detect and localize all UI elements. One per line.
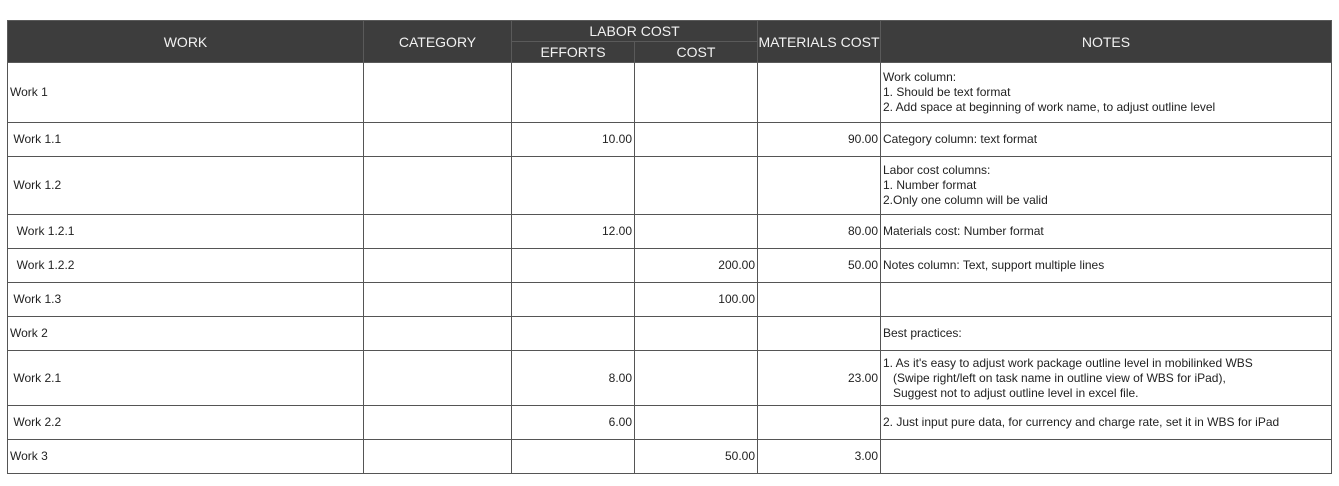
efforts-cell[interactable]: 10.00 (512, 123, 635, 157)
notes-cell[interactable]: Notes column: Text, support multiple lines (881, 249, 1332, 283)
category-cell[interactable] (364, 157, 512, 215)
category-cell[interactable] (364, 123, 512, 157)
table-row (8, 215, 1332, 249)
work-cell[interactable]: Work 1.2.2 (8, 249, 364, 283)
table-row (8, 317, 1332, 351)
table-row (8, 63, 1332, 123)
notes-cell[interactable]: 2. Just input pure data, for currency and charge rate, set it in WBS for iPad (881, 406, 1332, 440)
table-row (8, 123, 1332, 157)
category-cell[interactable] (364, 440, 512, 474)
category-cell[interactable] (364, 351, 512, 406)
table-row (8, 406, 1332, 440)
table-row (8, 283, 1332, 317)
cost-cell[interactable] (635, 63, 758, 123)
work-cell[interactable]: Work 1 (8, 63, 364, 123)
work-table (7, 20, 1332, 474)
category-cell[interactable] (364, 249, 512, 283)
notes-cell[interactable]: Category column: text format (881, 123, 1332, 157)
notes-cell[interactable]: Work column: 1. Should be text format 2. Add space at beginning of work name, to adjust outline level (881, 63, 1332, 123)
efforts-cell[interactable] (512, 440, 635, 474)
materials-cost-cell[interactable]: 90.00 (758, 123, 881, 157)
work-cell[interactable]: Work 3 (8, 440, 364, 474)
table-row (8, 249, 1332, 283)
table-row (8, 440, 1332, 474)
materials-cost-cell[interactable]: 23.00 (758, 351, 881, 406)
materials-cost-cell[interactable] (758, 283, 881, 317)
efforts-cell[interactable] (512, 63, 635, 123)
efforts-cell[interactable]: 12.00 (512, 215, 635, 249)
efforts-cell[interactable]: 6.00 (512, 406, 635, 440)
header-notes[interactable]: NOTES (881, 21, 1332, 63)
materials-cost-cell[interactable]: 3.00 (758, 440, 881, 474)
work-cell[interactable]: Work 1.3 (8, 283, 364, 317)
work-cell[interactable]: Work 2 (8, 317, 364, 351)
efforts-cell[interactable] (512, 317, 635, 351)
materials-cost-cell[interactable] (758, 157, 881, 215)
table-row (8, 157, 1332, 215)
header-efforts[interactable]: EFFORTS (512, 42, 635, 63)
header-materials-cost[interactable]: MATERIALS COST (758, 21, 881, 63)
category-cell[interactable] (364, 215, 512, 249)
header-cost[interactable]: COST (635, 42, 758, 63)
header-category[interactable]: CATEGORY (364, 21, 512, 63)
efforts-cell[interactable] (512, 249, 635, 283)
work-cell[interactable]: Work 1.1 (8, 123, 364, 157)
cost-cell[interactable]: 100.00 (635, 283, 758, 317)
cost-cell[interactable] (635, 215, 758, 249)
notes-cell[interactable]: Materials cost: Number format (881, 215, 1332, 249)
category-cell[interactable] (364, 317, 512, 351)
cost-cell[interactable] (635, 157, 758, 215)
category-cell[interactable] (364, 283, 512, 317)
efforts-cell[interactable]: 8.00 (512, 351, 635, 406)
materials-cost-cell[interactable] (758, 317, 881, 351)
cost-cell[interactable]: 50.00 (635, 440, 758, 474)
efforts-cell[interactable] (512, 157, 635, 215)
work-cell[interactable]: Work 1.2 (8, 157, 364, 215)
efforts-cell[interactable] (512, 283, 635, 317)
cost-cell[interactable] (635, 317, 758, 351)
cost-cell[interactable] (635, 406, 758, 440)
notes-cell[interactable]: Best practices: (881, 317, 1332, 351)
cost-cell[interactable] (635, 351, 758, 406)
work-cell[interactable]: Work 1.2.1 (8, 215, 364, 249)
category-cell[interactable] (364, 406, 512, 440)
notes-cell[interactable]: Labor cost columns: 1. Number format 2.Only one column will be valid (881, 157, 1332, 215)
work-cell[interactable]: Work 2.2 (8, 406, 364, 440)
header-work[interactable]: WORK (8, 21, 364, 63)
table-row (8, 351, 1332, 406)
materials-cost-cell[interactable]: 50.00 (758, 249, 881, 283)
header-labor-cost[interactable]: LABOR COST (512, 21, 758, 42)
notes-cell[interactable] (881, 283, 1332, 317)
materials-cost-cell[interactable] (758, 406, 881, 440)
materials-cost-cell[interactable] (758, 63, 881, 123)
notes-cell[interactable]: 1. As it's easy to adjust work package outline level in mobilinked WBS (Swipe right/left on task name in outline view of WBS for iPad), Suggest not to adjust outline level in excel file. (881, 351, 1332, 406)
cost-cell[interactable] (635, 123, 758, 157)
notes-cell[interactable] (881, 440, 1332, 474)
category-cell[interactable] (364, 63, 512, 123)
materials-cost-cell[interactable]: 80.00 (758, 215, 881, 249)
work-cell[interactable]: Work 2.1 (8, 351, 364, 406)
cost-cell[interactable]: 200.00 (635, 249, 758, 283)
